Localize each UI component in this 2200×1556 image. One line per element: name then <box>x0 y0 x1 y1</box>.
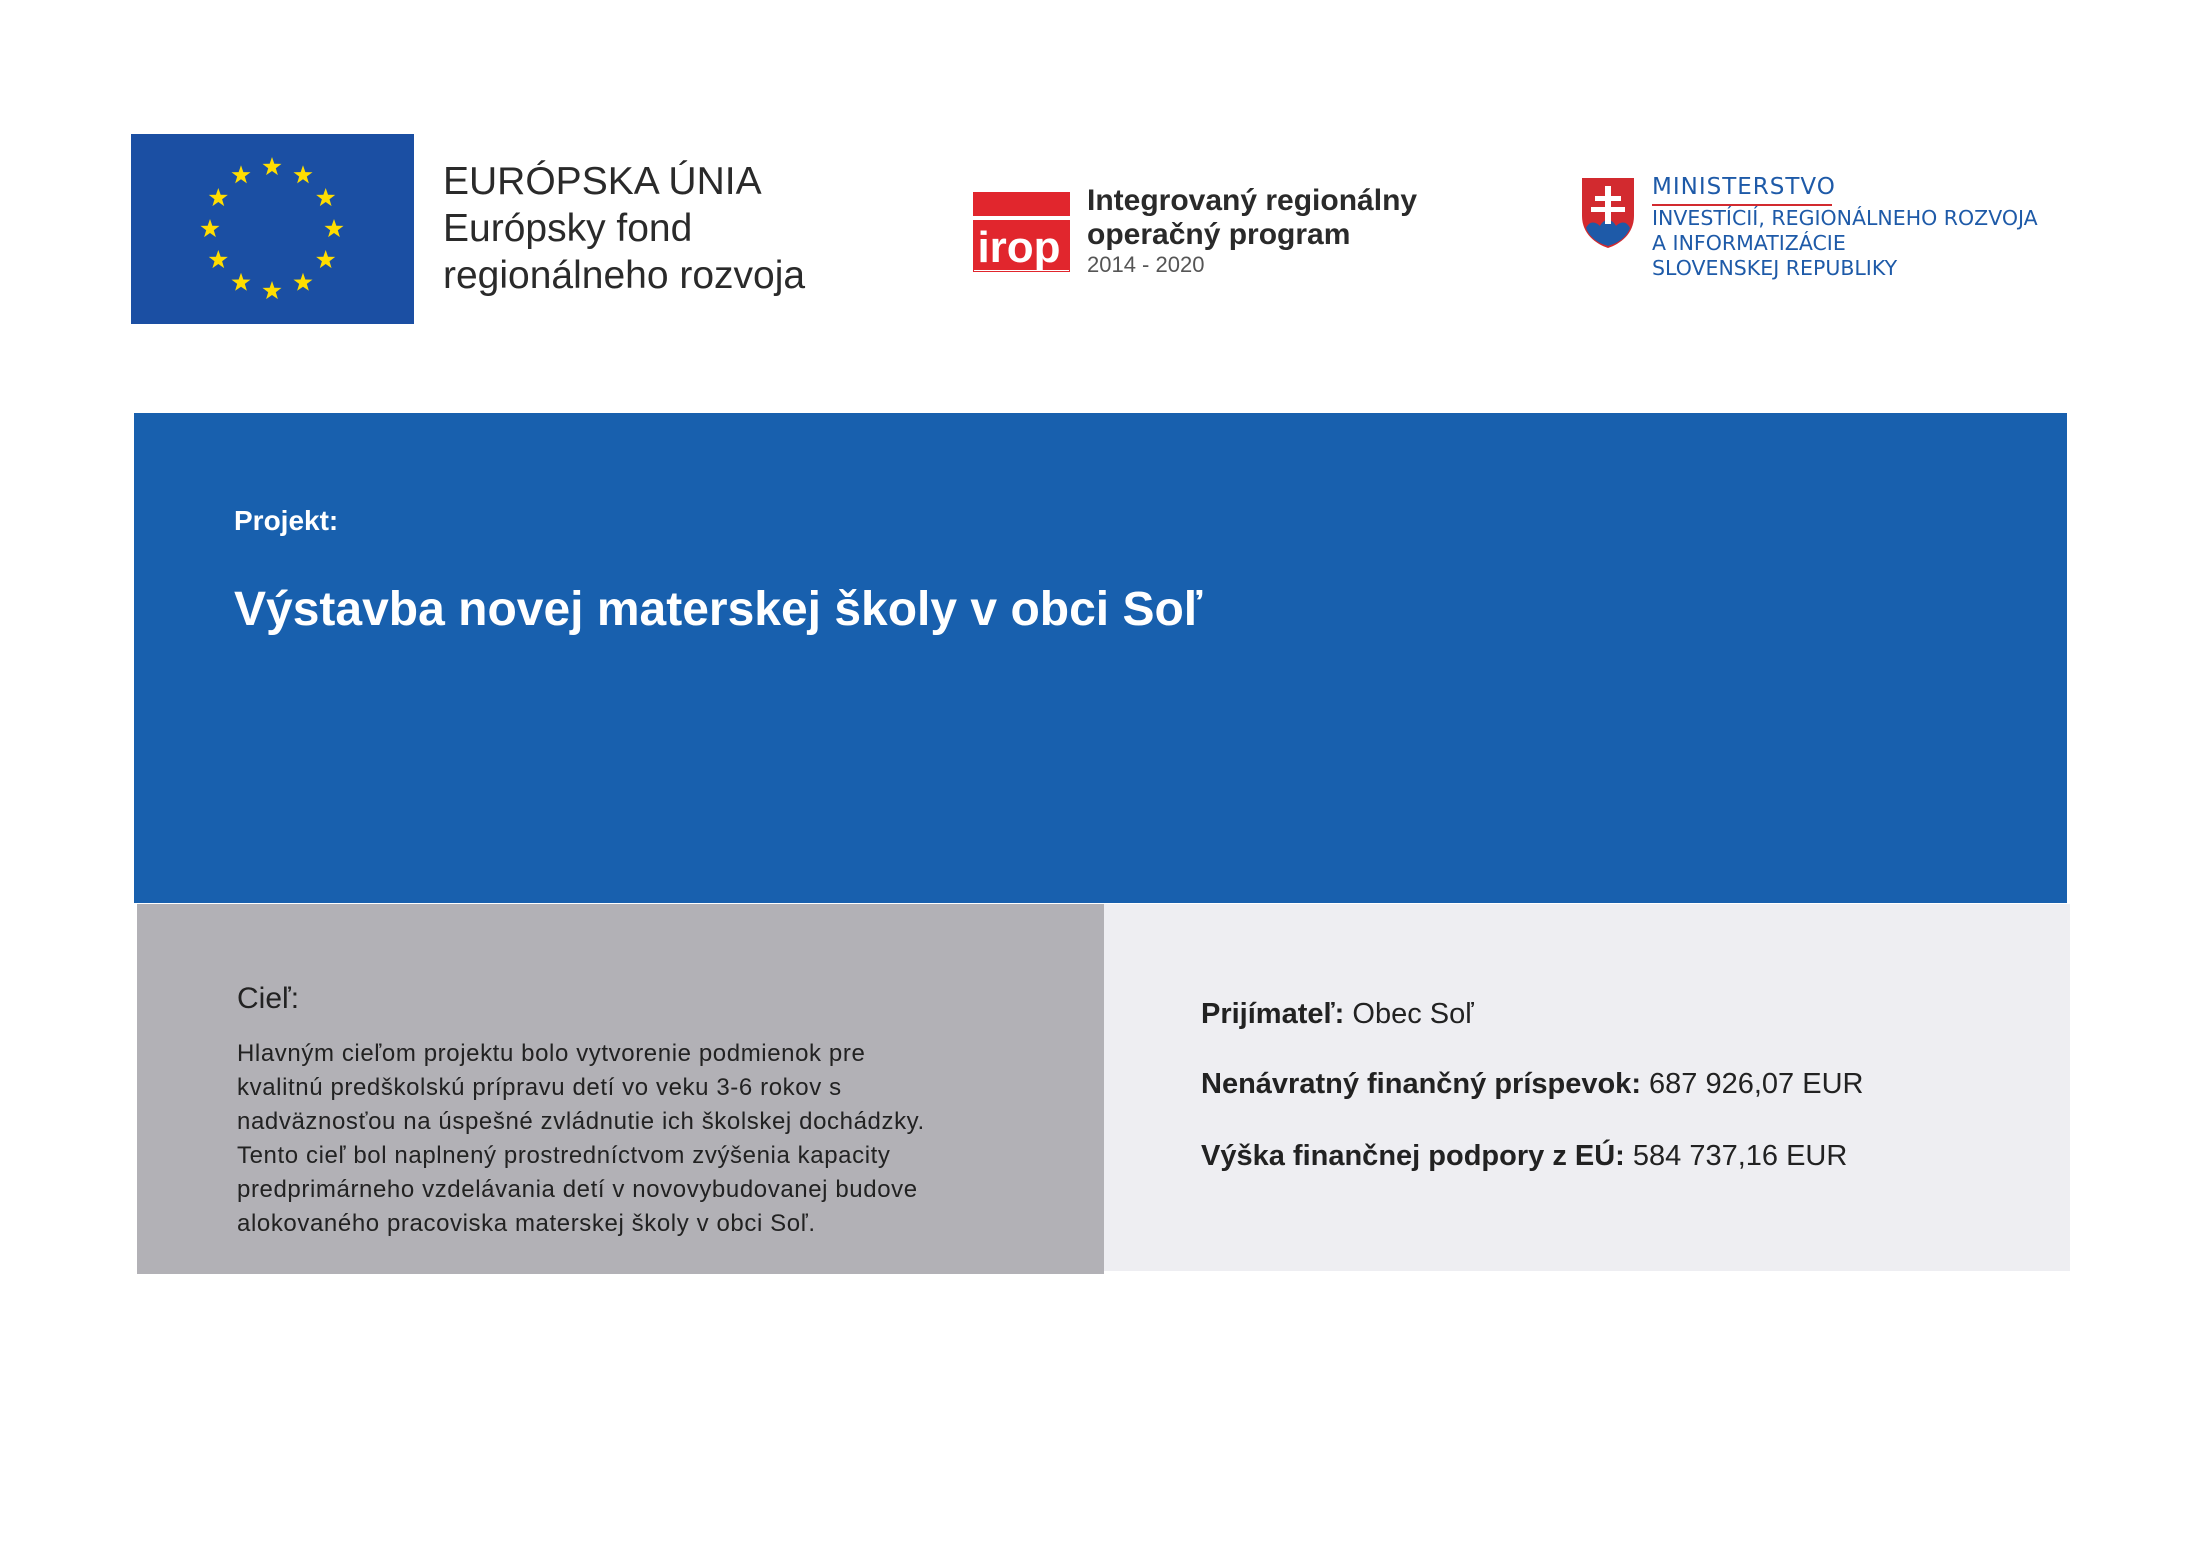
goal-line: Tento cieľ bol naplnený prostredníctvom zvýšenia kapacity <box>237 1142 891 1169</box>
recipient-value: Obec Soľ <box>1352 998 1474 1030</box>
ministry-line-3: SLOVENSKEJ REPUBLIKY <box>1652 256 1898 280</box>
goal-line: alokovaného pracoviska materskej školy v obci Soľ. <box>237 1210 816 1237</box>
eu-support-row <box>1201 1140 1847 1173</box>
eu-line-2: Európsky fond <box>443 207 693 250</box>
goal-line: Hlavným cieľom projektu bolo vytvorenie podmienok pre <box>237 1040 866 1067</box>
project-label: Projekt: <box>234 505 339 536</box>
eu-support-label: Výška finančnej podpory z EÚ: <box>1201 1140 1625 1172</box>
irop-line-2: operačný program <box>1087 218 1351 251</box>
grant-row <box>1201 1068 1863 1101</box>
eu-flag-logo <box>131 134 414 324</box>
ministry-line-1: INVESTÍCIÍ, REGIONÁLNEHO ROZVOJA <box>1652 206 2038 230</box>
eu-star <box>209 250 228 268</box>
eu-line-1: EURÓPSKA ÚNIA <box>443 160 762 203</box>
eu-star <box>316 188 335 206</box>
eu-star <box>316 250 335 268</box>
ministry-line-2: A INFORMATIZÁCIE <box>1652 231 1846 255</box>
ministry-title: MINISTERSTVO <box>1652 172 1832 206</box>
eu-star <box>209 188 228 206</box>
irop-logo-text: irop <box>977 223 1061 272</box>
goal-line: predprimárneho vzdelávania detí v novovybudovanej budove <box>237 1176 918 1203</box>
eu-star <box>293 165 312 183</box>
eu-line-3: regionálneho rozvoja <box>443 254 806 297</box>
irop-logo <box>973 192 1070 272</box>
ministry-text <box>1652 172 2038 281</box>
recipient-label: Prijímateľ: <box>1201 998 1345 1030</box>
goal-line: nadväznosťou na úspešné zvládnutie ich školskej dochádzky. <box>237 1108 925 1135</box>
eu-support-value: 584 737,16 EUR <box>1632 1140 1848 1172</box>
eu-star <box>262 157 281 175</box>
project-title: Výstavba novej materskej školy v obci Soľ <box>234 583 1203 636</box>
grant-label: Nenávratný finančný príspevok: <box>1201 1068 1641 1100</box>
eu-star <box>262 281 281 299</box>
slovak-crest-icon <box>1580 176 1636 250</box>
goal-description <box>237 1037 1057 1241</box>
irop-text <box>1087 184 1417 278</box>
project-band <box>134 413 2067 903</box>
goal-label: Cieľ: <box>237 982 300 1015</box>
irop-line-1: Integrovaný regionálny <box>1087 184 1418 217</box>
eu-star <box>293 273 312 291</box>
recipient-row <box>1201 998 1474 1031</box>
irop-years: 2014 - 2020 <box>1087 252 1205 277</box>
eu-fund-text <box>443 158 805 299</box>
eu-star <box>200 219 219 237</box>
eu-star <box>231 165 250 183</box>
eu-star <box>231 273 250 291</box>
grant-value: 687 926,07 EUR <box>1649 1068 1864 1100</box>
goal-line: kvalitnú predškolskú prípravu detí vo veku 3-6 rokov s <box>237 1074 842 1101</box>
eu-star <box>324 219 343 237</box>
eu-stars-icon <box>131 134 414 324</box>
